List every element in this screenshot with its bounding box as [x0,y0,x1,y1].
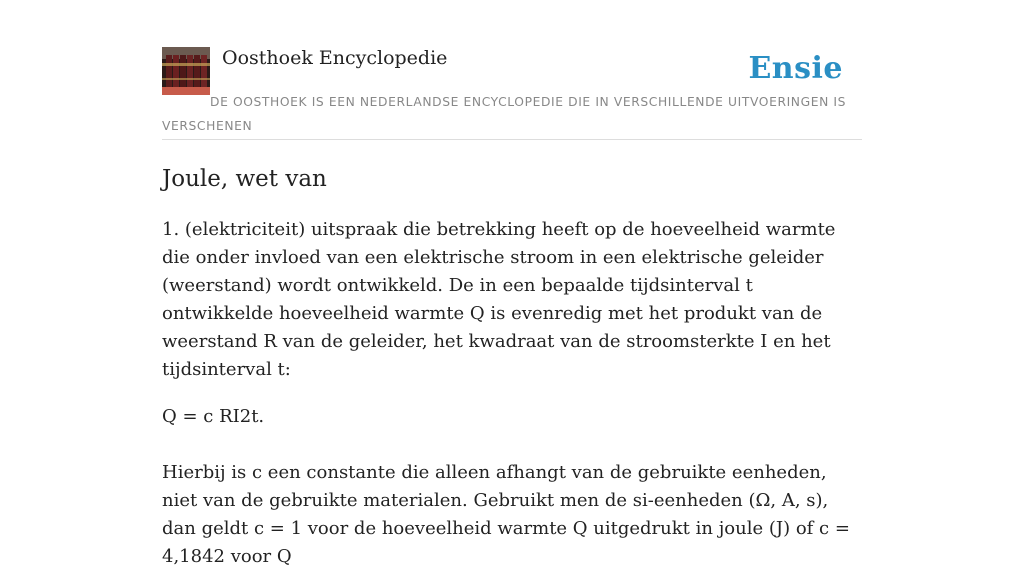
encyclopedia-books-icon[interactable] [162,47,210,95]
article-title: Joule, wet van [162,166,327,192]
article-paragraph: Hierbij is c een constante die alleen afhangt van de gebruikte eenheden, niet van de gebruikte materialen. Gebruikt men de si-eenheden (Ω, A, s), dan geldt c = 1 voor de hoeveelheid warmte Q uitgedrukt in joule (J) of c = 4,1842 voor Q [162,462,850,567]
header-divider [162,139,862,140]
article-paragraph: 1. (elektriciteit) uitspraak die betrekking heeft op de hoeveelheid warmte die onder invloed van een elektrische stroom in een elektrische geleider (weerstand) wordt ontwikkeld. De in een bepaalde tijdsinterval t ontwikkelde hoeveelheid warmte Q is evenredig met het produkt van de weerstand R van de geleider, het kwadraat van de stroomsterkte I en het tijdsinterval t: [162,219,836,380]
site-tagline: DE OOSTHOEK IS EEN NEDERLANDSE ENCYCLOPEDIE DIE IN VERSCHILLENDE UITVOERINGEN IS VERSCHENEN [162,95,847,133]
article-body [162,216,862,571]
site-name[interactable]: Oosthoek Encyclopedie [222,47,448,69]
formula-paragraph: Q = c RI2t. [162,406,265,427]
site-header [162,46,862,140]
ensie-logo-link[interactable]: Ensie [748,51,843,86]
